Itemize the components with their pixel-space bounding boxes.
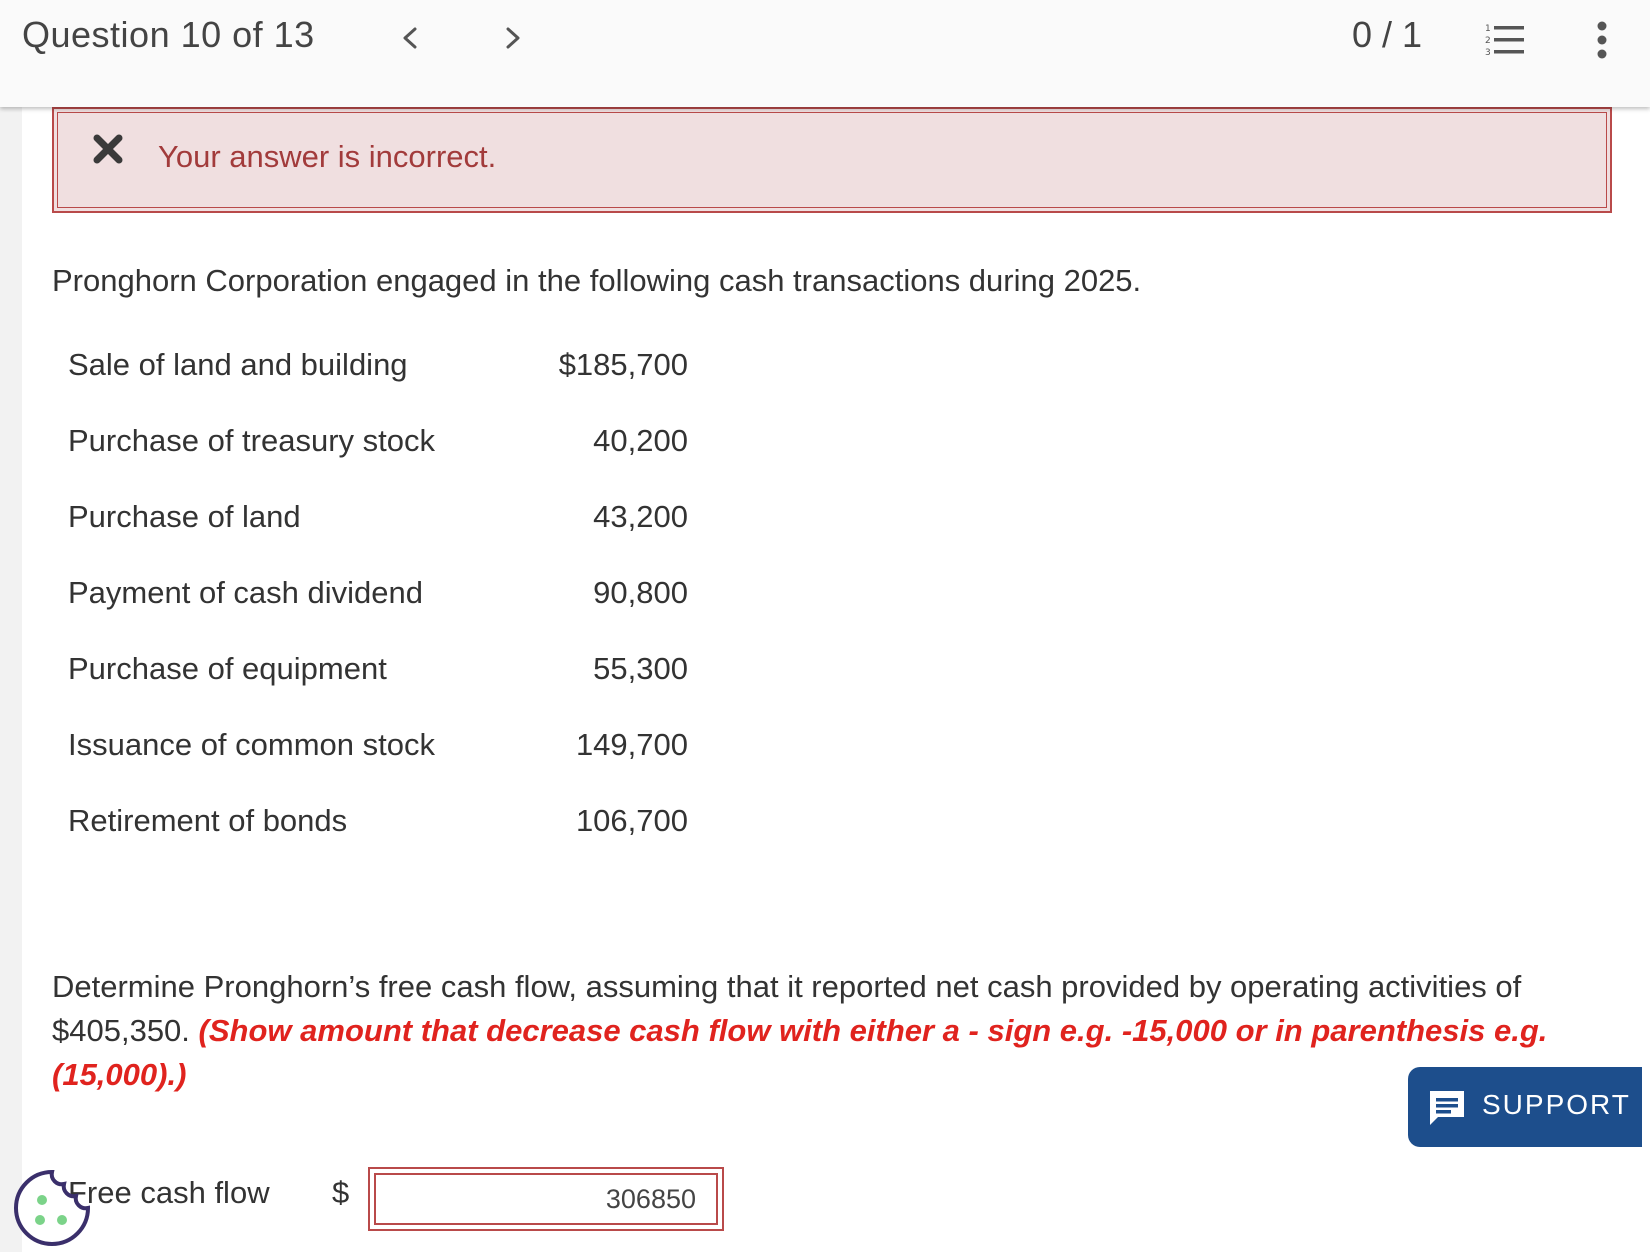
more-vertical-icon: [1588, 18, 1616, 62]
chevron-right-icon: [501, 14, 525, 62]
previous-question-button[interactable]: [390, 14, 430, 62]
score-display: 0 / 1: [1352, 14, 1423, 55]
next-question-button[interactable]: [493, 14, 533, 62]
transaction-label: Purchase of land: [68, 499, 301, 534]
transaction-label: Issuance of common stock: [68, 727, 435, 762]
transaction-amount: 106,700: [575, 803, 688, 838]
free-cash-flow-input[interactable]: [374, 1173, 718, 1225]
problem-intro: Pronghorn Corporation engaged in the following cash transactions during 2025.: [52, 263, 1142, 298]
transaction-amount: $185,700: [558, 347, 688, 382]
transaction-amount: 90,800: [593, 575, 688, 610]
question-content: [22, 107, 1650, 1252]
svg-text:2: 2: [1485, 36, 1491, 46]
answer-row: [68, 1167, 868, 1237]
cookie-settings-icon[interactable]: [12, 1168, 92, 1248]
transaction-label: Purchase of equipment: [68, 651, 387, 686]
question-prompt: Determine Pronghorn’s free cash flow, assuming that it reported net cash provided by operating activities of $405,350.: [52, 969, 1522, 1048]
svg-text:1: 1: [1485, 24, 1491, 34]
currency-symbol: $: [332, 1175, 350, 1210]
chat-message-icon: [1426, 1087, 1468, 1129]
svg-text:3: 3: [1485, 48, 1491, 58]
transaction-label: Retirement of bonds: [68, 803, 348, 838]
answer-label: Free cash flow: [68, 1175, 270, 1210]
chevron-left-icon: [398, 14, 422, 62]
transaction-label: Purchase of treasury stock: [68, 423, 435, 458]
question-text: [52, 965, 1572, 1097]
close-x-icon: [88, 129, 128, 169]
more-options-button[interactable]: [1588, 18, 1616, 62]
question-counter: Question 10 of 13: [22, 14, 315, 55]
top-bar: [0, 0, 1650, 107]
numbered-list-icon: [1484, 22, 1526, 58]
transaction-amount: 43,200: [593, 499, 688, 534]
transaction-label: Payment of cash dividend: [68, 575, 423, 610]
transaction-amount: 55,300: [593, 651, 688, 686]
transaction-amount: 149,700: [575, 727, 688, 762]
support-button[interactable]: [1408, 1067, 1642, 1147]
question-instruction: (Show amount that decrease cash flow with either a - sign e.g. -15,000 or in parenthesis e.g. (15,000).): [52, 1013, 1548, 1092]
transaction-label: Sale of land and building: [68, 347, 408, 382]
answer-field-wrapper: [368, 1167, 724, 1231]
question-list-button[interactable]: [1484, 22, 1526, 58]
feedback-banner: [52, 107, 1612, 213]
transaction-amount: 40,200: [593, 423, 688, 458]
feedback-message: Your answer is incorrect.: [158, 139, 497, 174]
support-label: SUPPORT: [1482, 1089, 1631, 1120]
